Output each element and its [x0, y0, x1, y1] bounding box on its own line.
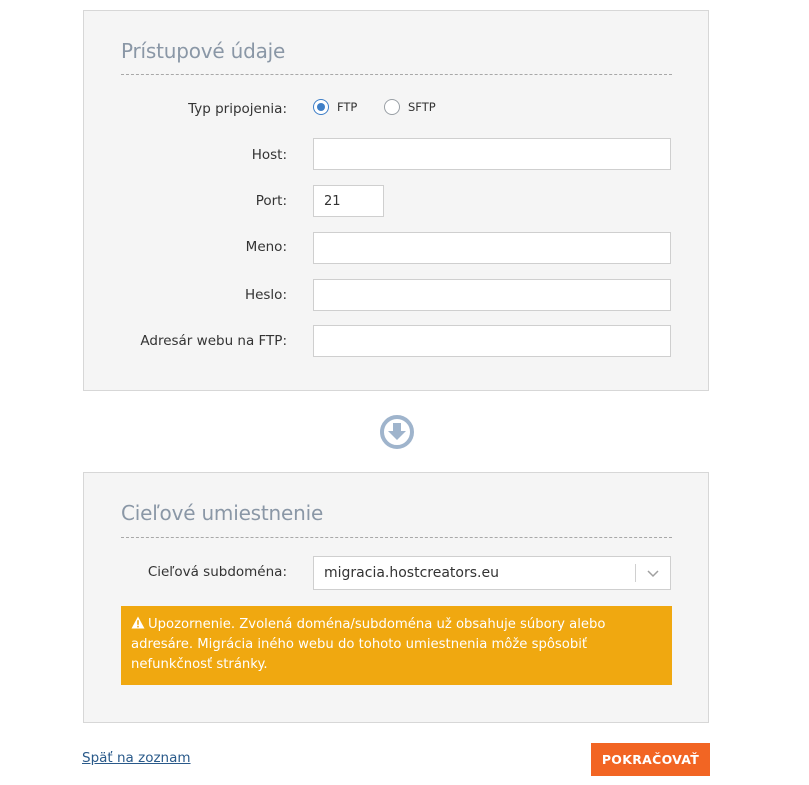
back-to-list-link[interactable]: Späť na zoznam — [82, 750, 191, 766]
username-label: Meno: — [245, 239, 287, 255]
subdomain-select[interactable] — [313, 556, 671, 590]
host-input[interactable] — [313, 138, 671, 170]
radio-sftp-indicator[interactable] — [384, 99, 400, 115]
target-panel-title: Cieľové umiestnenie — [121, 501, 324, 525]
username-input[interactable] — [313, 232, 671, 264]
warning-alert — [121, 606, 672, 685]
continue-button[interactable]: POKRAČOVAŤ — [591, 743, 710, 776]
select-separator — [635, 564, 636, 582]
radio-ftp-indicator[interactable] — [313, 99, 329, 115]
port-input[interactable] — [313, 185, 384, 217]
radio-ftp[interactable] — [313, 99, 357, 115]
radio-ftp-label: FTP — [337, 100, 358, 114]
subdomain-label: Cieľová subdoména: — [147, 564, 287, 580]
title-divider — [121, 537, 672, 538]
ftp-directory-input[interactable] — [313, 325, 671, 357]
warning-text: Upozornenie. Zvolená doména/subdoména už obsahuje súbory alebo adresáre. Migrácia iného webu do tohoto umiestnenia môže spôsobiť nefunkčnosť stránky. — [131, 617, 606, 672]
host-label: Host: — [251, 147, 287, 163]
access-panel — [83, 10, 709, 391]
target-panel — [83, 472, 709, 723]
chevron-down-icon[interactable] — [646, 566, 660, 580]
arrow-down-circle-icon — [378, 413, 416, 451]
warning-icon — [131, 616, 145, 629]
password-input[interactable] — [313, 279, 671, 311]
port-label: Port: — [255, 193, 287, 209]
ftp-directory-label: Adresár webu na FTP: — [140, 333, 287, 349]
connection-type-label: Typ pripojenia: — [188, 101, 287, 117]
radio-sftp-label: SFTP — [408, 100, 436, 114]
radio-sftp[interactable] — [384, 99, 436, 115]
subdomain-select-value: migracia.hostcreators.eu — [324, 565, 499, 581]
password-label: Heslo: — [244, 287, 287, 303]
access-panel-title: Prístupové údaje — [121, 39, 286, 63]
title-divider — [121, 74, 672, 75]
